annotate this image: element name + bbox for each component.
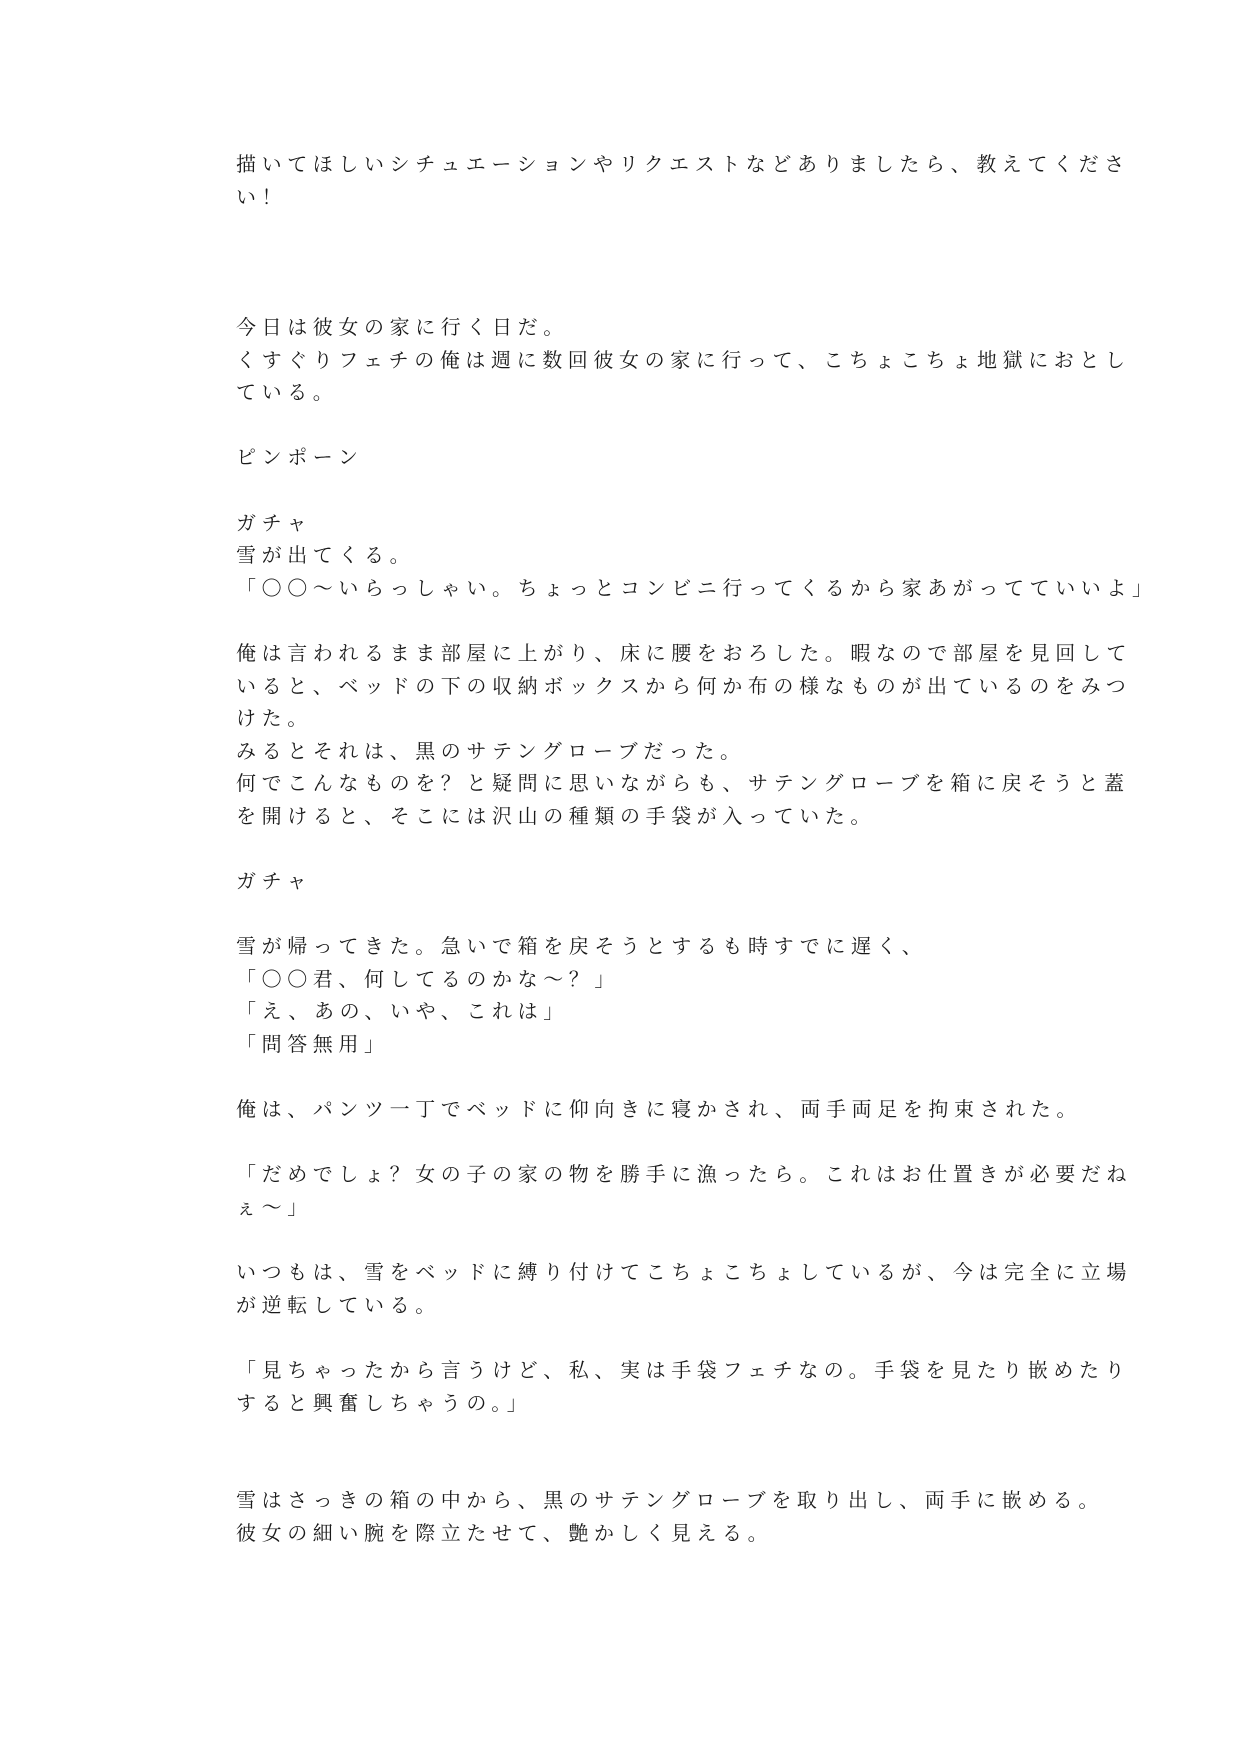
text-line: ガチャ xyxy=(236,869,313,894)
text-line: ている。 xyxy=(236,380,339,405)
text-line: 俺は、パンツ一丁でベッドに仰向きに寝かされ、両手両足を拘束された。 xyxy=(236,1097,1082,1122)
text-line: 「見ちゃったから言うけど、私、実は手袋フェチなの。手袋を見たり嵌めたり xyxy=(236,1357,1131,1382)
text-line: 「え、あの、いや、これは」 xyxy=(236,999,569,1024)
text-line: い！ xyxy=(236,184,288,209)
text-line: 描いてほしいシチュエーションやリクエストなどありましたら、教えてくださ xyxy=(236,152,1130,176)
text-line: 雪が出てくる。 xyxy=(236,543,416,568)
text-line: けた。 xyxy=(236,706,313,731)
text-line: 「だめでしょ？女の子の家の物を勝手に漁ったら。これはお仕置きが必要だね xyxy=(236,1162,1132,1187)
blank-line xyxy=(236,1224,1006,1257)
blank-line xyxy=(236,604,1006,637)
text-line: いると、ベッドの下の収納ボックスから何か布の様なものが出ているのをみつ xyxy=(236,673,1132,698)
text-line: 「問答無用」 xyxy=(236,1032,390,1057)
text-line: 俺は言われるまま部屋に上がり、床に腰をおろした。暇なので部屋を見回して xyxy=(236,640,1132,665)
text-line: 彼女の細い腕を際立たせて、艶かしく見える。 xyxy=(236,1520,774,1545)
text-line: ピンポーン xyxy=(236,445,364,470)
text-line: ぇ～」 xyxy=(236,1195,313,1219)
text-line: 雪はさっきの箱の中から、黒のサテングローブを取り出し、両手に嵌める。 xyxy=(236,1488,1104,1513)
body-text xyxy=(236,148,1158,1550)
blank-line xyxy=(236,1126,1006,1159)
blank-line xyxy=(236,1452,1006,1485)
blank-line xyxy=(236,1061,1006,1094)
blank-line xyxy=(236,832,1006,865)
blank-line xyxy=(236,898,1006,931)
blank-line xyxy=(236,213,1006,246)
text-line: 「〇〇～いらっしゃい。ちょっとコンビニ行ってくるから家あがってていいよ」 xyxy=(236,575,1158,600)
blank-line xyxy=(236,246,1006,279)
blank-line xyxy=(236,409,1006,442)
text-line: 何でこんなものを？と疑問に思いながらも、サテングローブを箱に戻そうと蓋 xyxy=(236,771,1130,796)
text-line: すると興奮しちゃうの。」 xyxy=(236,1390,533,1415)
blank-line xyxy=(236,278,1006,311)
blank-line xyxy=(236,474,1006,507)
text-line: いつもは、雪をベッドに縛り付けてこちょこちょしているが、今は完全に立場 xyxy=(236,1260,1132,1285)
text-line: みるとそれは、黒のサテングローブだった。 xyxy=(236,738,746,763)
text-line: が逆転している。 xyxy=(236,1292,441,1317)
text-line: を開けると、そこには沢山の種類の手袋が入っていた。 xyxy=(236,803,876,828)
text-line: くすぐりフェチの俺は週に数回彼女の家に行って、こちょこちょ地獄におとし xyxy=(236,347,1131,372)
text-line: 「〇〇君、何してるのかな～？」 xyxy=(236,966,620,991)
text-line: 今日は彼女の家に行く日だ。 xyxy=(236,314,569,339)
text-line: ガチャ xyxy=(236,510,313,535)
blank-line xyxy=(236,1419,1006,1452)
text-line: 雪が帰ってきた。急いで箱を戻そうとするも時すでに遅く、 xyxy=(236,934,928,959)
blank-line xyxy=(236,1321,1006,1354)
